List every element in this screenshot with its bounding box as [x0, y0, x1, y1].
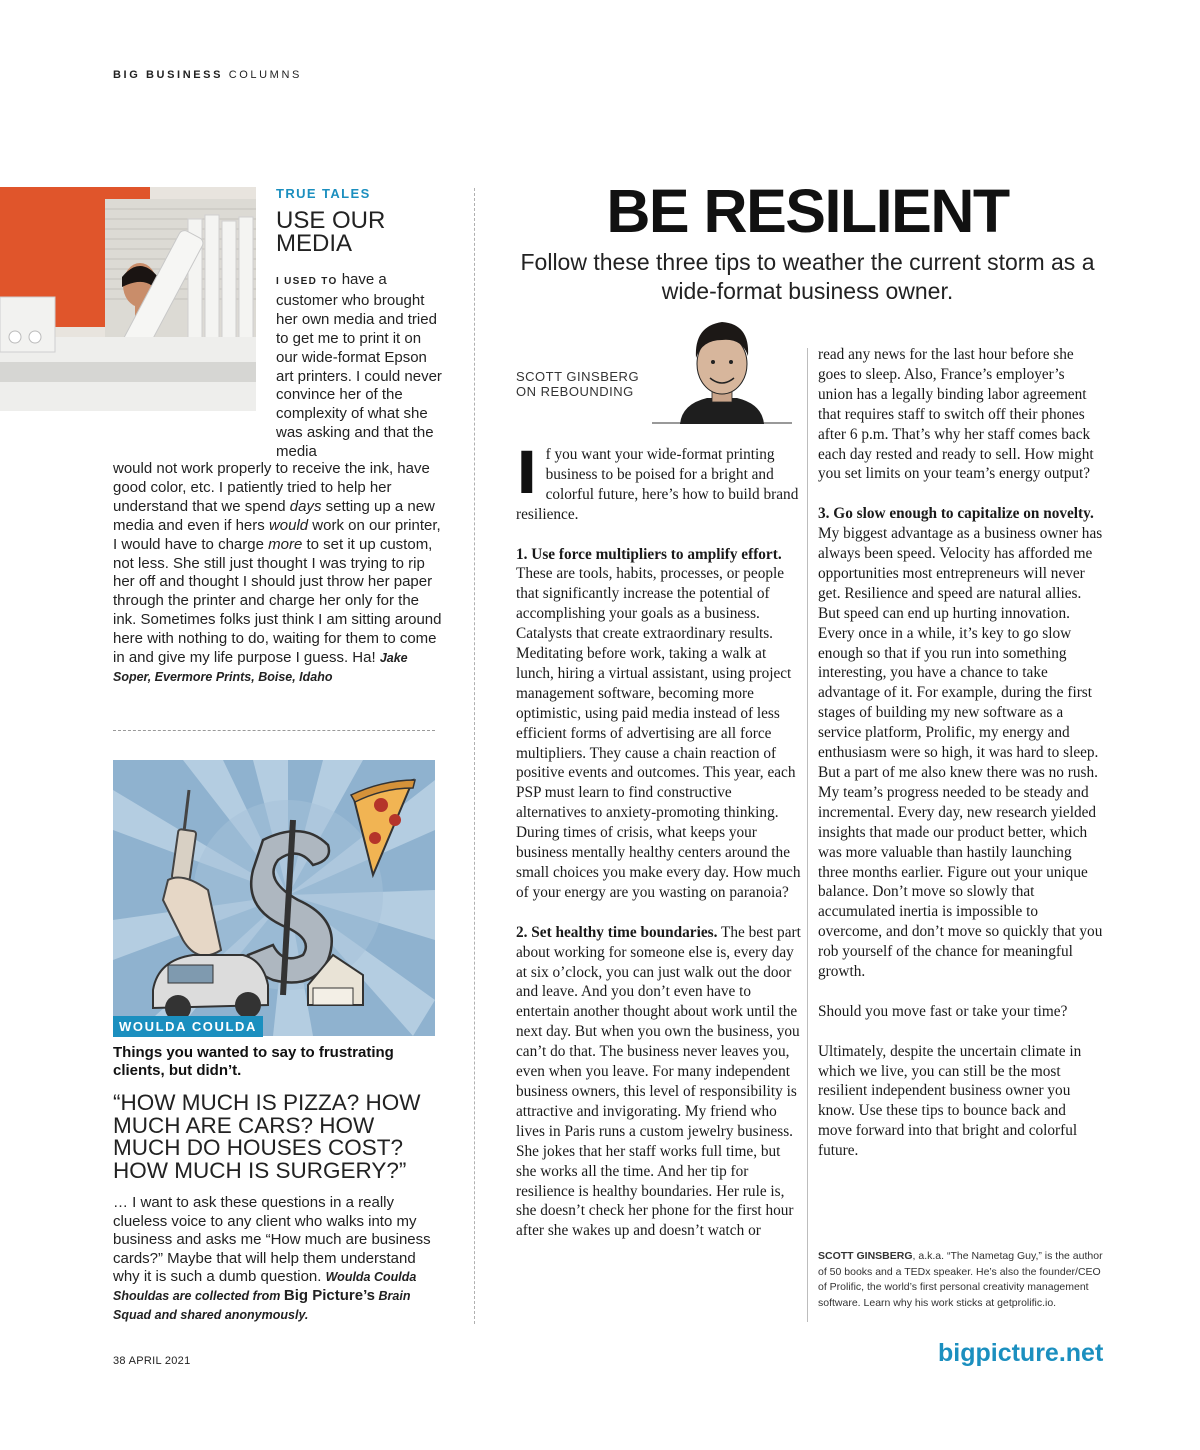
article-title: BE RESILIENT [606, 177, 1009, 245]
true-tales-label: TRUE TALES [276, 186, 371, 201]
article-intro: If you want your wide-format printing business to be poised for a bright and colorful future, here’s how to build brand resilience. [516, 439, 799, 523]
author-bio: SCOTT GINSBERG, a.k.a. “The Nametag Guy,” is the author of 50 books and a TEDx speaker. He’s also the founder/CEO of Prolific, the world’s first personal creativity management software. Learn why his work sticks at getprolific.io. [818, 1250, 1103, 1309]
section-divider [113, 730, 435, 731]
tip-3: 3. Go slow enough to capitalize on novelty. My biggest advantage as a business owner has always been speed. Velocity has afforded me opportunities most entrepreneurs will never get. Resilience and speed are natural allies. But speed can end up hurting innovation. Every once in a while, it’s key to go slow enough so that if you run into something interesting, you have a chance to take advantage of it. For example, during the first stages of building my new software as a service platform, Prolific, my energy and enthusiasm were so high, it was hard to sleep. But a part of me also knew there was no rush. My team’s progress needed to be steady and incremental. Every day, new research yielded insights that made our product better, which was more valuable than hastily launching three months earlier. Figure out your unique balance. Don’t move so slowly that accumulated inertia is impossible to overcome, and don’t move so quickly that you rob yourself of the chance for meaningful growth. [818, 505, 1103, 981]
woulda-coulda-subhead: Things you wanted to say to frustrating clients, but didn’t. [113, 1044, 394, 1079]
true-tales-body: would not work properly to receive the ink, have good color, etc. I patiently tried to help her understand that we spend days setting up a new media and even if hers would work on our printer, I would have to charge more to set it up custom, not less. She still just thought I was trying to rip her off and thought I should just throw her paper through the printer and charge her only for the ink. Sometimes folks just think I am sitting around here with nothing to do, waiting for them to come in and give my life purpose I guess. Ha! Jake Soper, Evermore Prints, Boise, Idaho [113, 460, 442, 684]
section-label: BIG BUSINESS COLUMNS [113, 69, 302, 81]
woulda-coulda-illustration [113, 760, 435, 1036]
article-column-1 [516, 439, 801, 1241]
true-tales-signature: Jake Soper, Evermore Prints, Boise, Idaho [113, 651, 408, 684]
page-number: 38 APRIL 2021 [113, 1355, 191, 1367]
article-question: Should you move fast or take your time? [818, 1002, 1068, 1020]
article-column-2 [818, 345, 1103, 1161]
article-conclusion: Ultimately, despite the uncertain climate in which we live, you can still be the most resilient independent business owner you know. Use these tips to bounce back and move forward into that bright and colorful future. [818, 1042, 1082, 1160]
woulda-coulda-body: … I want to ask these questions in a really clueless voice to any client who walks into my business and asks me “How much are business cards?” Maybe that will help them understand why it is such a dumb question. Woulda Coulda Shouldas are collected from Big Picture’s Brain Squad and shared anonymously. [113, 1194, 431, 1322]
column-rule [807, 348, 808, 1322]
true-tales-headline: USE OUR MEDIA [276, 207, 386, 257]
tip-2: 2. Set healthy time boundaries. The best part about working for someone else is, every day at six o’clock, you can just walk out the door and leave. And you don’t even have to entertain another thought about work until the next day. But when you own the business, you can’t do that. The business never leaves you, even when you leave. For many independent business owners, this level of responsibility is attractive and invigorating. My friend who lives in Paris runs a custom jewelry business. She jokes that her staff works full time, but she works all the time. And her tip for resilience is healthy boundaries. Her rule is, she doesn’t check her phone for the first hour after she wakes up and doesn’t watch or [516, 923, 801, 1240]
tip-2-continued: read any news for the last hour before she goes to sleep. Also, France’s employer’s union has a legally binding labor agreement that requires staff to switch off their phones after 6 p.m. That’s why her staff comes back each day rested and ready to sell. How might you set limits on your team’s energy output? [818, 346, 1094, 483]
true-tales-body-top: I USED TO have a customer who brought her own media and tried to get me to print it on our wide-format Epson art printers. I could never convince her of the complexity of what she was asking and that the media [276, 271, 442, 461]
woulda-coulda-quote: “HOW MUCH IS PIZZA? HOW MUCH ARE CARS? HOW MUCH DO HOUSES COST? HOW MUCH IS SURGERY?” [113, 1090, 421, 1183]
author-portrait [652, 312, 792, 424]
site-url[interactable]: bigpicture.net [938, 1339, 1104, 1367]
column-divider [474, 188, 475, 1324]
tip-1: 1. Use force multipliers to amplify effort. These are tools, habits, processes, or people that significantly increase the potential of accomplishing your goals as a business. Catalysts that create extraordinary results. Meditating before work, taking a walk at lunch, hiring a virtual assistant, using project management software, becoming more optimistic, using paid media instead of less efficient forms of advertising are all force multipliers. They cause a chain reaction of positive events and outcomes. This year, each PSP must learn to find constructive alternatives to anxiety-promoting thinking. During times of crisis, what keeps your business mentally healthy centers around the small choices you make every day. How much of your energy are you wasting on paranoia? [516, 545, 801, 901]
author-byline: SCOTT GINSBERG ON REBOUNDING [516, 369, 640, 399]
printer-photo [0, 187, 256, 411]
drop-cap: I [516, 439, 538, 507]
woulda-coulda-label: WOULDA COULDA [113, 1016, 263, 1037]
article-subtitle: Follow these three tips to weather the current storm as a wide-format business owner. [520, 249, 1095, 304]
